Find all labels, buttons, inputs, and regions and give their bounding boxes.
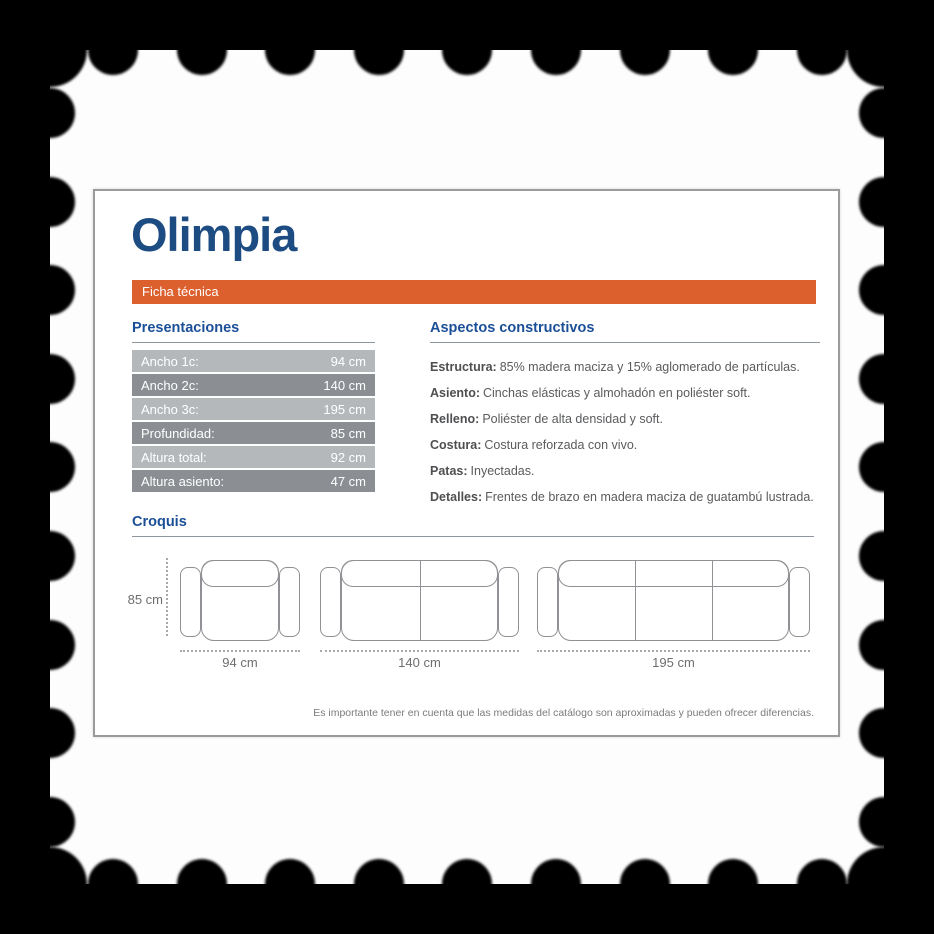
row-value: 140 cm — [323, 377, 366, 393]
table-row — [132, 422, 375, 444]
product-title: Olimpia — [131, 208, 297, 261]
list-item — [430, 380, 820, 406]
spec-sheet-card — [93, 189, 840, 737]
croquis-heading: Croquis — [132, 514, 814, 537]
aspectos-heading: Aspectos constructivos — [430, 320, 820, 343]
sofa-arm — [789, 567, 810, 637]
sofa-diagram-3c — [537, 560, 810, 641]
croquis-diagram — [95, 560, 842, 675]
row-label: Altura total: — [141, 449, 207, 465]
width-measure-label: 140 cm — [398, 655, 441, 670]
croquis-section — [132, 514, 814, 537]
item-text: Costura reforzada con vivo. — [484, 438, 638, 452]
item-label: Relleno: — [430, 412, 480, 426]
sofa-backrest — [201, 560, 279, 587]
sofa-backrest — [558, 560, 789, 587]
sofa-arm — [279, 567, 300, 637]
presentaciones-section — [132, 320, 375, 494]
list-item — [430, 354, 820, 380]
aspectos-list — [430, 354, 820, 510]
sofa-backrest — [341, 560, 498, 587]
presentaciones-heading: Presentaciones — [132, 320, 375, 343]
height-measure-label: 85 cm — [127, 592, 163, 607]
sofa-arm — [180, 567, 201, 637]
row-label: Ancho 2c: — [141, 377, 199, 393]
width-measure-line — [180, 650, 300, 652]
row-value: 195 cm — [323, 401, 366, 417]
item-label: Estructura: — [430, 360, 497, 374]
list-item — [430, 458, 820, 484]
width-measure-label: 94 cm — [222, 655, 258, 670]
row-value: 47 cm — [330, 473, 366, 489]
sofa-arm — [320, 567, 341, 637]
item-text: Frentes de brazo en madera maciza de guatambú lustrada. — [485, 490, 814, 504]
sofa-diagram-1c — [180, 560, 300, 641]
item-label: Detalles: — [430, 490, 483, 504]
disclaimer-note: Es importante tener en cuenta que las medidas del catálogo son aproximadas y pueden ofrecer diferencias. — [313, 707, 814, 719]
row-label: Profundidad: — [141, 425, 215, 441]
item-text: Inyectadas. — [470, 464, 535, 478]
sofa-arm — [537, 567, 558, 637]
item-text: Poliéster de alta densidad y soft. — [482, 412, 663, 426]
item-label: Costura: — [430, 438, 482, 452]
sofa-arm — [498, 567, 519, 637]
width-measure-line — [320, 650, 519, 652]
sofa-diagram-2c — [320, 560, 519, 641]
spec-table — [132, 350, 375, 492]
list-item — [430, 484, 820, 510]
table-row — [132, 470, 375, 492]
row-value: 85 cm — [330, 425, 366, 441]
width-measure-line — [537, 650, 810, 652]
banner-label: Ficha técnica — [142, 284, 219, 299]
item-label: Patas: — [430, 464, 468, 478]
item-label: Asiento: — [430, 386, 480, 400]
table-row — [132, 374, 375, 396]
list-item — [430, 432, 820, 458]
row-value: 94 cm — [330, 353, 366, 369]
table-row — [132, 398, 375, 420]
table-row — [132, 350, 375, 372]
row-label: Ancho 1c: — [141, 353, 199, 369]
row-label: Ancho 3c: — [141, 401, 199, 417]
aspectos-section — [430, 320, 820, 510]
item-text: 85% madera maciza y 15% aglomerado de partículas. — [499, 360, 800, 374]
item-text: Cinchas elásticas y almohadón en poliéster soft. — [483, 386, 751, 400]
ficha-tecnica-banner — [132, 280, 816, 304]
height-measure-line — [166, 558, 168, 636]
width-measure-label: 195 cm — [652, 655, 695, 670]
table-row — [132, 446, 375, 468]
row-label: Altura asiento: — [141, 473, 225, 489]
row-value: 92 cm — [330, 449, 366, 465]
list-item — [430, 406, 820, 432]
